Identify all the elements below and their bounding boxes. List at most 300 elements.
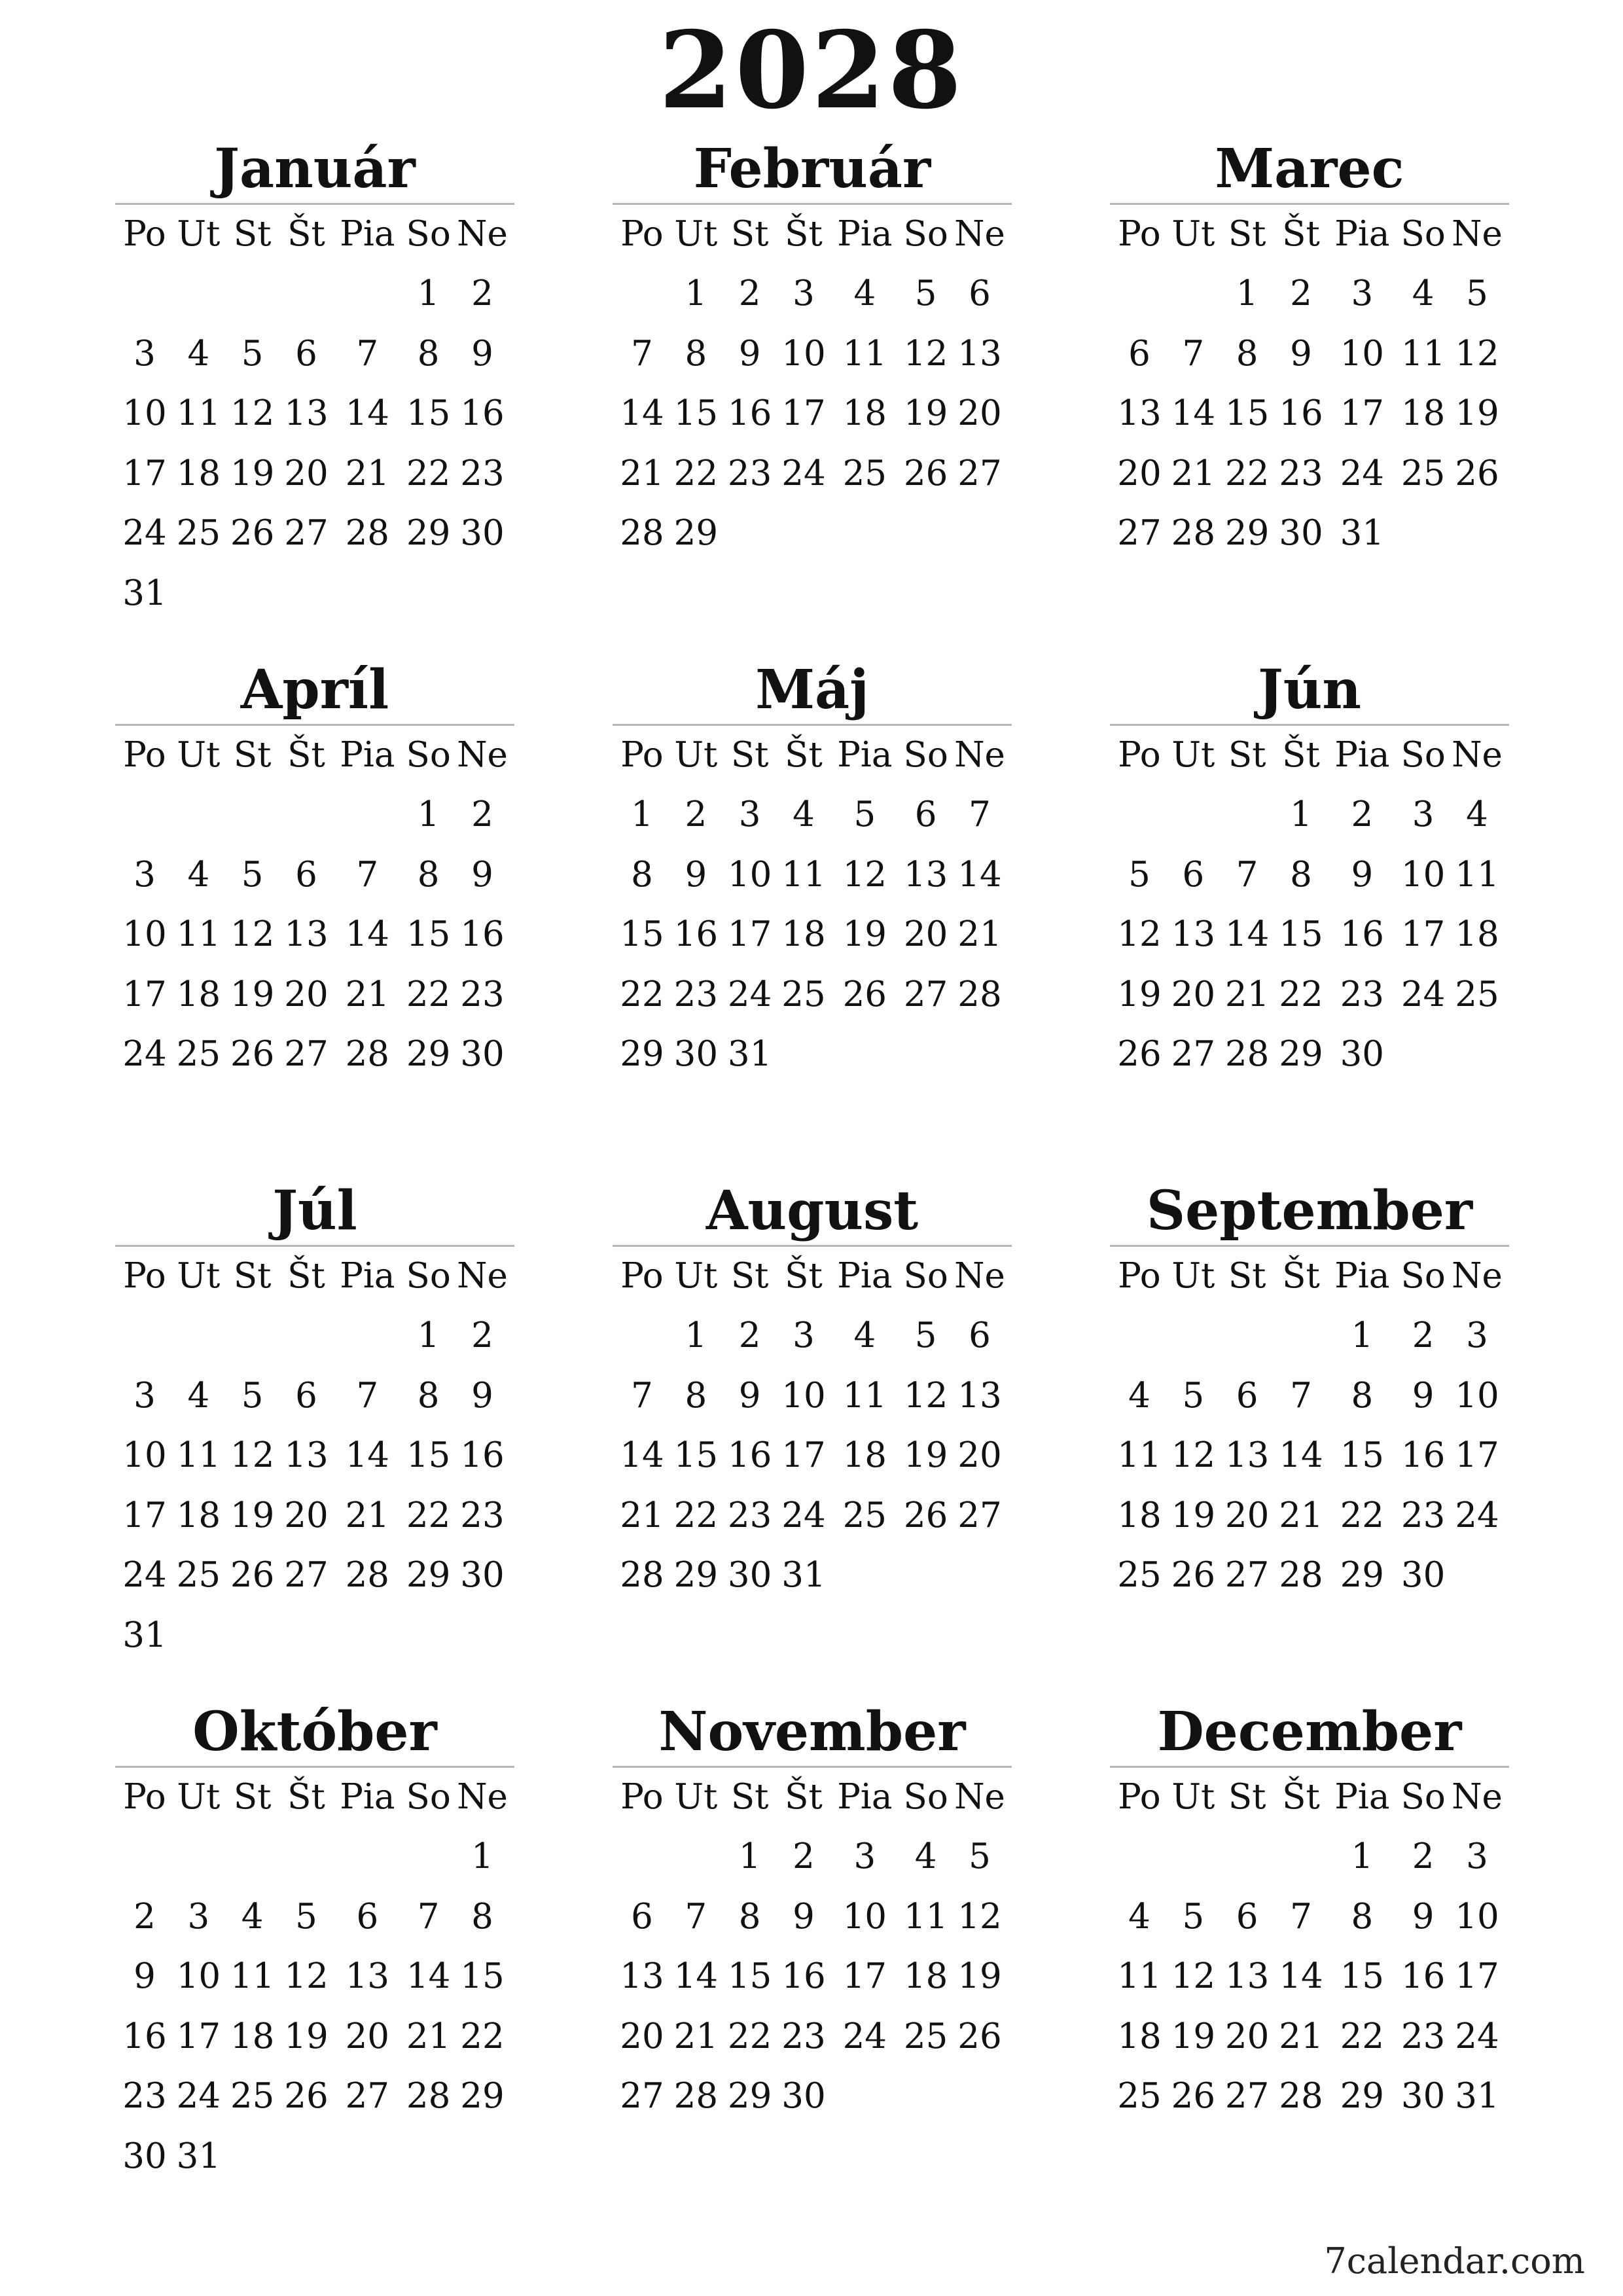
week-row [1110, 1024, 1509, 1085]
day-cell: 26 [230, 513, 275, 553]
day-cell: 24 [122, 513, 167, 553]
day-cell: 28 [673, 2076, 719, 2116]
day-cell [226, 564, 279, 624]
week-row [613, 1366, 1012, 1426]
day-cell: 12 [903, 333, 948, 374]
weekday-label: So [406, 735, 451, 775]
weekday-label: Po [1118, 735, 1161, 775]
day-cell: 9 [471, 1375, 493, 1416]
month-block [1110, 1699, 1509, 2126]
day-cell: 6 [1236, 1896, 1258, 1937]
day-cell [279, 1306, 333, 1366]
day-cell: 17 [727, 914, 772, 954]
day-cell: 31 [176, 2136, 221, 2176]
day-cell [226, 785, 279, 845]
day-cell [171, 1605, 225, 1666]
day-cell: 8 [685, 333, 707, 374]
weekday-header [613, 205, 1012, 264]
day-cell: 9 [1412, 1375, 1435, 1416]
day-cell: 23 [1279, 453, 1323, 493]
day-cell: 15 [727, 1956, 772, 1996]
day-cell: 25 [176, 1555, 221, 1595]
day-cell: 20 [957, 393, 1002, 433]
day-cell: 1 [1351, 1837, 1374, 1876]
week-row [115, 1366, 514, 1426]
day-cell: 11 [176, 914, 221, 954]
day-cell: 28 [1171, 513, 1216, 553]
month-block [115, 1699, 514, 2186]
day-cell: 30 [673, 1034, 719, 1074]
day-cell [777, 503, 830, 564]
day-cell: 22 [727, 2016, 772, 2056]
day-cell: 9 [738, 1375, 761, 1416]
week-row [613, 503, 1012, 564]
day-cell: 15 [673, 1435, 719, 1475]
day-cell: 12 [230, 393, 275, 433]
day-cell: 10 [781, 1375, 826, 1416]
day-cell: 14 [345, 1435, 390, 1475]
month-name: Máj [755, 658, 869, 721]
month-block [115, 1178, 514, 1665]
day-cell: 3 [793, 1316, 815, 1355]
weekday-label: St [1228, 214, 1266, 254]
day-cell: 19 [903, 1435, 948, 1475]
day-cell: 1 [1290, 795, 1312, 834]
day-cell: 29 [460, 2076, 505, 2116]
week-row [613, 1024, 1012, 1085]
day-cell: 12 [230, 1435, 275, 1475]
weekday-label: Ut [1171, 1777, 1215, 1817]
day-cell [1113, 785, 1166, 845]
day-cell: 11 [230, 1956, 275, 1996]
day-cell: 23 [460, 453, 505, 493]
day-cell: 25 [1455, 974, 1499, 1014]
week-row [613, 1946, 1012, 2007]
day-cell: 8 [1351, 1896, 1374, 1937]
day-cell: 1 [631, 795, 653, 834]
day-cell [333, 564, 401, 624]
month-name: Marec [1215, 137, 1404, 200]
day-cell: 22 [460, 2016, 505, 2056]
day-cell: 6 [914, 795, 937, 834]
weekday-header [1110, 726, 1509, 785]
day-cell [777, 1024, 830, 1085]
day-cell: 4 [1128, 1375, 1150, 1416]
weekday-label: Po [620, 214, 664, 254]
weekday-header [115, 1768, 514, 1827]
weekday-label: Ut [674, 1256, 718, 1296]
day-cell: 18 [176, 1495, 221, 1535]
week-row [115, 564, 514, 624]
day-cell: 15 [620, 914, 664, 954]
day-cell: 7 [1182, 333, 1205, 374]
day-cell: 19 [842, 914, 887, 954]
day-cell: 19 [284, 2016, 329, 2056]
weekday-label: Ne [457, 1777, 508, 1817]
day-cell: 27 [903, 974, 948, 1014]
weekday-label: St [233, 214, 272, 254]
day-cell [1274, 1827, 1328, 1887]
day-cell: 26 [903, 1495, 948, 1535]
day-cell: 30 [781, 2076, 826, 2116]
day-cell: 12 [903, 1375, 948, 1416]
day-cell: 22 [673, 453, 719, 493]
week-row [1110, 503, 1509, 564]
weekday-header [1110, 1768, 1509, 1827]
day-cell: 27 [957, 1495, 1002, 1535]
day-cell: 22 [1340, 2016, 1385, 2056]
weekday-label: So [903, 1256, 948, 1296]
month-name: Január [214, 137, 416, 200]
day-cell: 30 [1340, 1034, 1385, 1074]
week-row [115, 2007, 514, 2067]
week-row [1110, 1306, 1509, 1366]
day-cell: 6 [295, 333, 317, 374]
day-cell: 28 [345, 1555, 390, 1595]
day-cell: 3 [1466, 1837, 1488, 1876]
day-cell: 18 [230, 2016, 275, 2056]
day-cell [1397, 503, 1450, 564]
day-cell [279, 1827, 333, 1887]
day-cell: 26 [1117, 1034, 1162, 1074]
day-cell [1450, 1545, 1504, 1605]
day-cell: 3 [134, 333, 156, 374]
week-row [115, 503, 514, 564]
weekday-label: So [903, 1777, 948, 1817]
day-cell: 13 [1224, 1956, 1270, 1996]
day-cell: 10 [727, 854, 772, 895]
day-cell: 14 [345, 914, 390, 954]
day-cell: 7 [356, 333, 379, 374]
day-cell [615, 264, 669, 324]
day-cell: 9 [134, 1956, 156, 1996]
day-cell: 16 [673, 914, 719, 954]
day-cell [1221, 1306, 1274, 1366]
week-row [1110, 1827, 1509, 1887]
day-cell [279, 785, 333, 845]
week-row [115, 785, 514, 845]
month-name: Október [192, 1700, 437, 1763]
weekday-label: Po [123, 214, 166, 254]
day-cell [171, 1306, 225, 1366]
day-cell: 1 [471, 1837, 493, 1876]
weekday-label: St [1228, 735, 1266, 775]
day-cell: 22 [406, 974, 451, 1014]
day-cell [279, 264, 333, 324]
month-name: December [1157, 1700, 1462, 1763]
week-row [613, 965, 1012, 1025]
weekday-label: Ut [674, 735, 718, 775]
day-cell: 24 [781, 1495, 826, 1535]
day-cell [953, 1545, 1007, 1605]
day-cell: 24 [727, 974, 772, 1014]
day-cell: 18 [1455, 914, 1499, 954]
day-cell: 2 [1351, 795, 1374, 834]
day-cell [830, 1545, 899, 1605]
day-cell: 14 [1171, 393, 1216, 433]
month-block [613, 136, 1012, 564]
day-cell [455, 1605, 509, 1666]
week-row [115, 1545, 514, 1605]
day-cell: 16 [460, 1435, 505, 1475]
weekday-label: Pia [1334, 1777, 1390, 1817]
day-cell: 14 [957, 854, 1002, 895]
weekday-label: Pia [837, 1256, 893, 1296]
day-cell: 21 [957, 914, 1002, 954]
weekday-header [115, 1247, 514, 1306]
weekday-label: St [233, 1256, 272, 1296]
day-cell: 9 [1412, 1896, 1435, 1937]
day-cell: 15 [460, 1956, 505, 1996]
day-cell: 27 [1224, 1555, 1270, 1595]
day-cell [899, 503, 953, 564]
weekday-label: St [730, 1256, 769, 1296]
week-row [115, 1306, 514, 1366]
day-cell [402, 1605, 455, 1666]
day-cell: 11 [1400, 333, 1446, 374]
day-cell: 25 [842, 1495, 887, 1535]
day-cell: 20 [957, 1435, 1002, 1475]
weekday-label: Ut [674, 214, 718, 254]
day-cell: 30 [460, 513, 505, 553]
week-row [613, 324, 1012, 384]
day-cell: 17 [1455, 1435, 1499, 1475]
day-cell [1113, 1306, 1166, 1366]
day-cell [402, 564, 455, 624]
day-cell: 17 [176, 2016, 221, 2056]
month-block [1110, 136, 1509, 564]
day-cell: 19 [1171, 2016, 1216, 2056]
site-watermark: 7calendar.com [1324, 2240, 1585, 2282]
day-cell: 12 [284, 1956, 329, 1996]
weekday-label: Pia [837, 214, 893, 254]
day-cell: 16 [460, 393, 505, 433]
week-row [115, 264, 514, 324]
day-cell: 16 [122, 2016, 167, 2056]
day-cell [333, 1306, 401, 1366]
week-row [1110, 785, 1509, 845]
day-cell: 30 [122, 2136, 167, 2176]
day-cell: 27 [345, 2076, 390, 2116]
weekday-label: Ut [177, 1777, 221, 1817]
week-row [1110, 384, 1509, 444]
weekday-header [115, 205, 514, 264]
weekday-header [613, 1768, 1012, 1827]
day-cell: 22 [1340, 1495, 1385, 1535]
day-cell: 5 [241, 333, 264, 374]
day-cell: 18 [1400, 393, 1446, 433]
day-cell: 12 [1455, 333, 1499, 374]
day-cell: 3 [738, 795, 761, 834]
weekday-label: So [1400, 1256, 1446, 1296]
month-block [1110, 1178, 1509, 1605]
weekday-label: Pia [340, 1777, 395, 1817]
day-cell: 10 [122, 393, 167, 433]
day-cell [1397, 1024, 1450, 1085]
day-cell: 20 [1224, 1495, 1270, 1535]
day-cell: 10 [1455, 1375, 1499, 1416]
day-cell: 23 [727, 453, 772, 493]
day-cell: 20 [284, 1495, 329, 1535]
day-cell: 29 [1224, 513, 1270, 553]
day-cell: 23 [460, 1495, 505, 1535]
day-cell: 9 [1290, 333, 1312, 374]
day-cell [171, 264, 225, 324]
weekday-label: Pia [340, 735, 395, 775]
day-cell: 2 [134, 1896, 156, 1937]
day-cell: 21 [345, 974, 390, 1014]
week-row [1110, 264, 1509, 324]
day-cell: 17 [781, 393, 826, 433]
month-name: Apríl [240, 658, 389, 721]
day-cell: 19 [230, 974, 275, 1014]
week-row [613, 905, 1012, 965]
day-cell: 4 [1128, 1896, 1150, 1937]
week-row [115, 1946, 514, 2007]
weekday-label: Ne [457, 735, 508, 775]
day-cell: 4 [1412, 274, 1435, 314]
day-cell: 29 [406, 1555, 451, 1595]
day-cell [1450, 1024, 1504, 1085]
day-cell: 18 [1117, 1495, 1162, 1535]
day-cell: 14 [620, 1435, 664, 1475]
day-cell: 17 [122, 453, 167, 493]
day-cell: 2 [471, 795, 493, 834]
day-cell [1274, 1306, 1328, 1366]
day-cell: 1 [417, 274, 440, 314]
day-cell: 20 [345, 2016, 390, 2056]
day-cell: 21 [1224, 974, 1270, 1014]
week-row [613, 1545, 1012, 1605]
day-cell: 26 [230, 1555, 275, 1595]
weekday-label: Št [1282, 1777, 1320, 1817]
day-cell [1113, 1827, 1166, 1887]
weekday-label: Ut [1171, 1256, 1215, 1296]
weekday-label: St [730, 1777, 769, 1817]
week-row [115, 1887, 514, 1947]
day-cell: 21 [620, 453, 664, 493]
day-cell: 12 [1171, 1435, 1216, 1475]
week-row [1110, 965, 1509, 1025]
day-cell: 29 [727, 2076, 772, 2116]
day-cell: 4 [187, 854, 210, 895]
week-row [1110, 1426, 1509, 1486]
day-cell [953, 2066, 1007, 2126]
day-cell: 19 [1455, 393, 1499, 433]
day-cell: 21 [620, 1495, 664, 1535]
day-cell: 16 [727, 1435, 772, 1475]
weekday-label: Pia [1334, 214, 1390, 254]
day-cell: 24 [842, 2016, 887, 2056]
day-cell: 14 [673, 1956, 719, 1996]
day-cell: 28 [620, 513, 664, 553]
week-row [1110, 1887, 1509, 1947]
day-cell: 15 [1224, 393, 1270, 433]
day-cell: 28 [1224, 1034, 1270, 1074]
day-cell: 6 [1182, 854, 1205, 895]
weekday-label: Po [620, 1256, 664, 1296]
day-cell: 13 [1171, 914, 1216, 954]
day-cell [830, 503, 899, 564]
day-cell: 27 [1117, 513, 1162, 553]
day-cell: 6 [1236, 1375, 1258, 1416]
day-cell: 25 [1117, 1555, 1162, 1595]
week-row [1110, 1486, 1509, 1546]
day-cell [226, 264, 279, 324]
week-row [115, 1605, 514, 1666]
week-row [613, 2066, 1012, 2126]
weekday-header [613, 1247, 1012, 1306]
day-cell: 28 [406, 2076, 451, 2116]
day-cell: 14 [620, 393, 664, 433]
day-cell [333, 1827, 401, 1887]
weekday-label: Pia [1334, 1256, 1390, 1296]
day-cell: 3 [1351, 274, 1374, 314]
day-cell [171, 1827, 225, 1887]
day-cell: 21 [345, 1495, 390, 1535]
day-cell: 19 [903, 393, 948, 433]
day-cell: 20 [1171, 974, 1216, 1014]
day-cell: 15 [1340, 1435, 1385, 1475]
weekday-label: Ne [954, 1777, 1005, 1817]
weekday-label: St [233, 1777, 272, 1817]
week-row [1110, 1366, 1509, 1426]
day-cell: 6 [631, 1896, 653, 1937]
day-cell: 28 [1279, 2076, 1323, 2116]
day-cell: 15 [406, 393, 451, 433]
day-cell: 5 [853, 795, 876, 834]
day-cell: 15 [406, 1435, 451, 1475]
day-cell: 27 [1224, 2076, 1270, 2116]
day-cell: 12 [1171, 1956, 1216, 1996]
weekday-label: Št [287, 735, 325, 775]
weekday-label: Po [1118, 1256, 1161, 1296]
day-cell: 10 [1340, 333, 1385, 374]
day-cell: 5 [1182, 1896, 1205, 1937]
day-cell: 18 [176, 974, 221, 1014]
day-cell: 11 [1455, 854, 1499, 895]
day-cell: 26 [1171, 1555, 1216, 1595]
week-row [613, 1827, 1012, 1887]
day-cell: 14 [1279, 1435, 1323, 1475]
day-cell: 18 [903, 1956, 948, 1996]
weekday-label: Po [1118, 1777, 1161, 1817]
day-cell: 10 [1400, 854, 1446, 895]
day-cell [1166, 785, 1220, 845]
day-cell: 13 [957, 333, 1002, 374]
weekday-label: So [1400, 1777, 1446, 1817]
day-cell: 27 [284, 1034, 329, 1074]
day-cell: 23 [781, 2016, 826, 2056]
day-cell: 9 [738, 333, 761, 374]
weekday-header [613, 726, 1012, 785]
day-cell: 16 [1279, 393, 1323, 433]
day-cell: 9 [1351, 854, 1374, 895]
weekday-label: Pia [1334, 735, 1390, 775]
day-cell: 14 [406, 1956, 451, 1996]
day-cell: 25 [1117, 2076, 1162, 2116]
weekday-label: Št [287, 1777, 325, 1817]
day-cell: 26 [284, 2076, 329, 2116]
day-cell [333, 2126, 401, 2187]
day-cell: 12 [1117, 914, 1162, 954]
week-row [1110, 2066, 1509, 2126]
day-cell: 31 [781, 1555, 826, 1595]
day-cell: 7 [631, 333, 653, 374]
day-cell: 2 [685, 795, 707, 834]
day-cell: 12 [957, 1896, 1002, 1937]
day-cell: 16 [1400, 1435, 1446, 1475]
